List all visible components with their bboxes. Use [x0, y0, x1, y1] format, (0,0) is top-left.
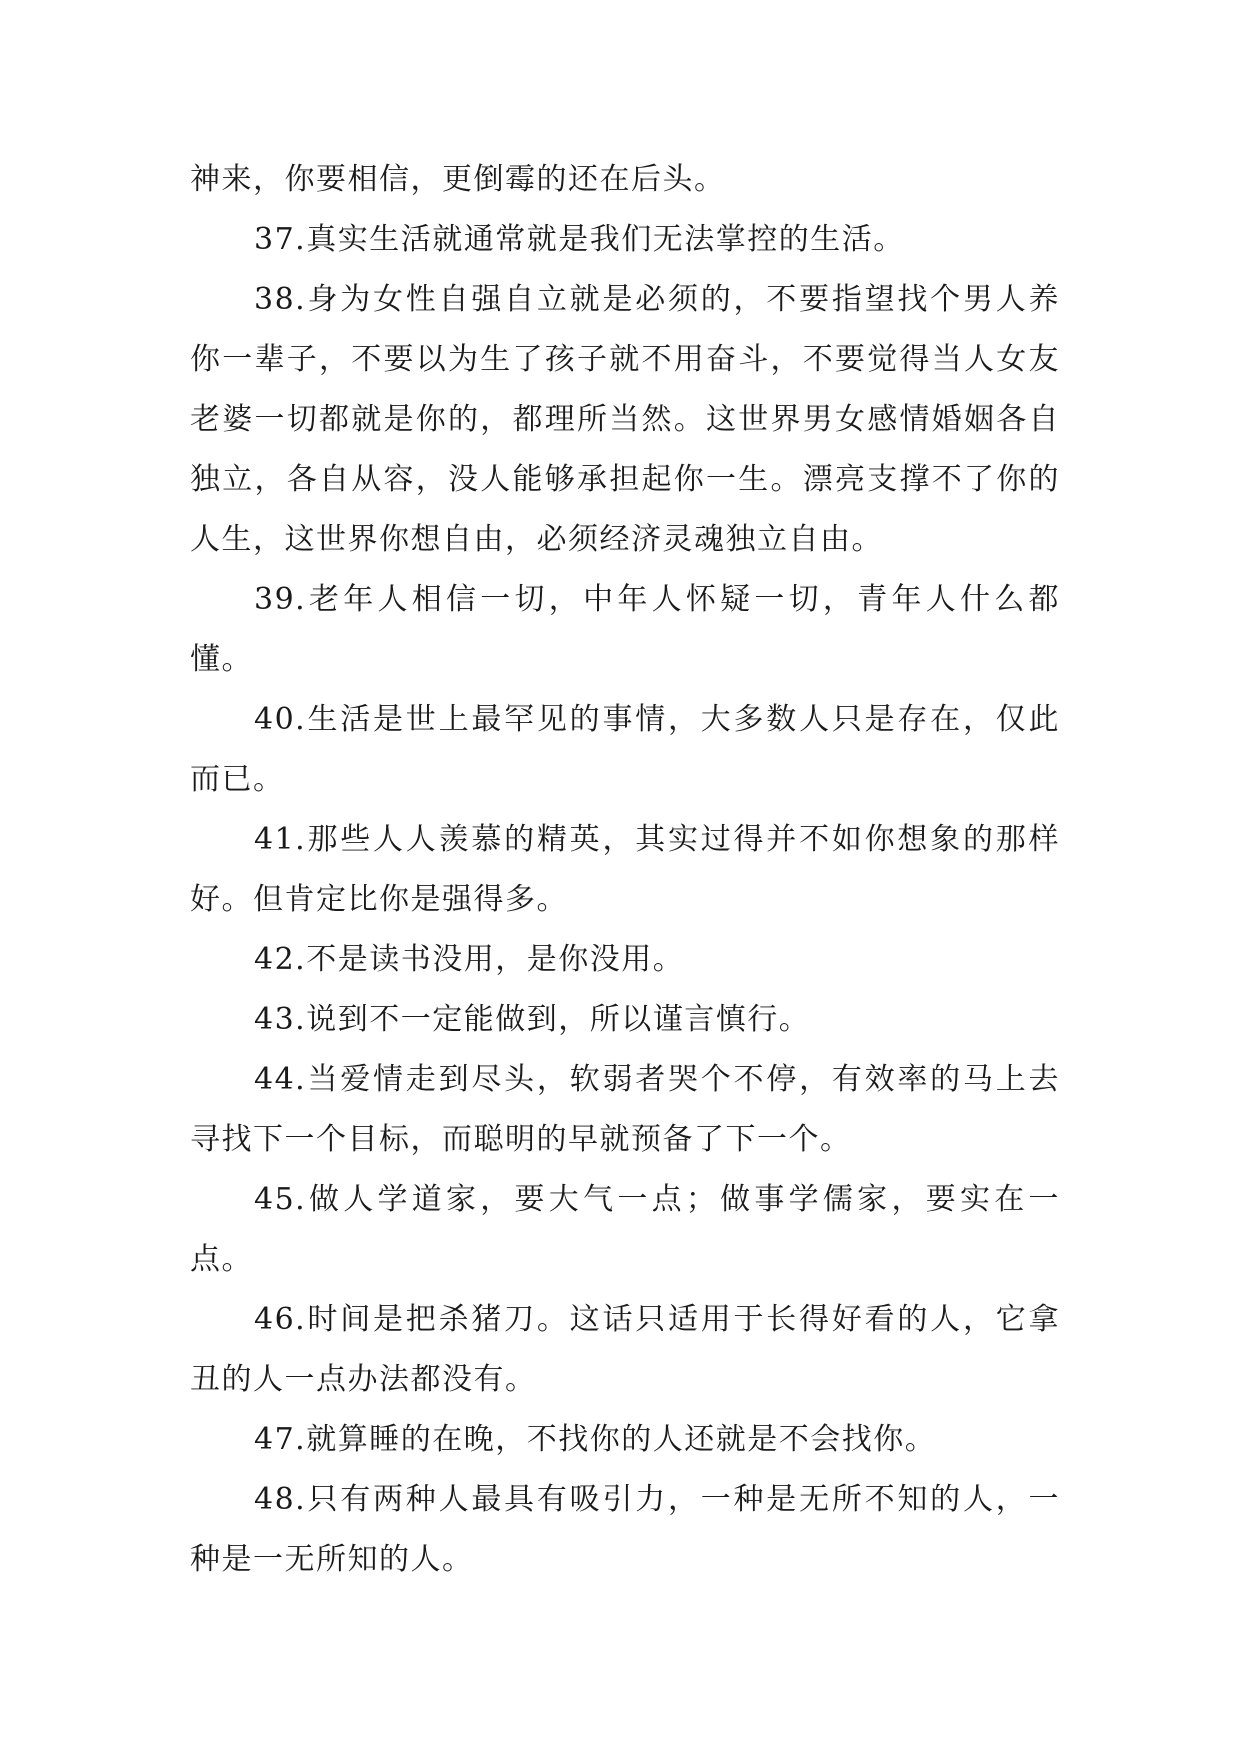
paragraph-40: 40.生活是世上最罕见的事情，大多数人只是存在，仅此而已。 [190, 702, 1060, 797]
paragraph-45: 45.做人学道家，要大气一点；做事学儒家，要实在一点。 [190, 1182, 1060, 1277]
paragraph-48: 48.只有两种人最具有吸引力，一种是无所不知的人，一种是一无所知的人。 [190, 1482, 1060, 1577]
paragraph-42: 42.不是读书没用，是你没用。 [254, 942, 685, 977]
paragraph-43: 43.说到不一定能做到，所以谨言慎行。 [254, 1002, 811, 1037]
paragraph-47: 47.就算睡的在晚，不找你的人还就是不会找你。 [254, 1422, 937, 1457]
paragraph-44: 44.当爱情走到尽头，软弱者哭个不停，有效率的马上去寻找下一个目标，而聪明的早就预备了下一个。 [190, 1062, 1060, 1157]
paragraph-39: 39.老年人相信一切，中年人怀疑一切，青年人什么都懂。 [190, 582, 1060, 677]
document-page [190, 150, 1060, 1590]
paragraph-37: 37.真实生活就通常就是我们无法掌控的生活。 [254, 222, 905, 257]
paragraph-38: 38.身为女性自强自立就是必须的，不要指望找个男人养你一辈子，不要以为生了孩子就不用奋斗，不要觉得当人女友老婆一切都就是你的，都理所当然。这世界男女感情婚姻各自独立，各自从容，没人能够承担起你一生。漂亮支撑不了你的人生，这世界你想自由，必须经济灵魂独立自由。 [190, 282, 1060, 557]
paragraph-41: 41.那些人人羡慕的精英，其实过得并不如你想象的那样好。但肯定比你是强得多。 [190, 822, 1060, 917]
paragraph-46: 46.时间是把杀猪刀。这话只适用于长得好看的人，它拿丑的人一点办法都没有。 [190, 1302, 1060, 1397]
paragraph-continuation: 神来，你要相信，更倒霉的还在后头。 [190, 162, 726, 197]
